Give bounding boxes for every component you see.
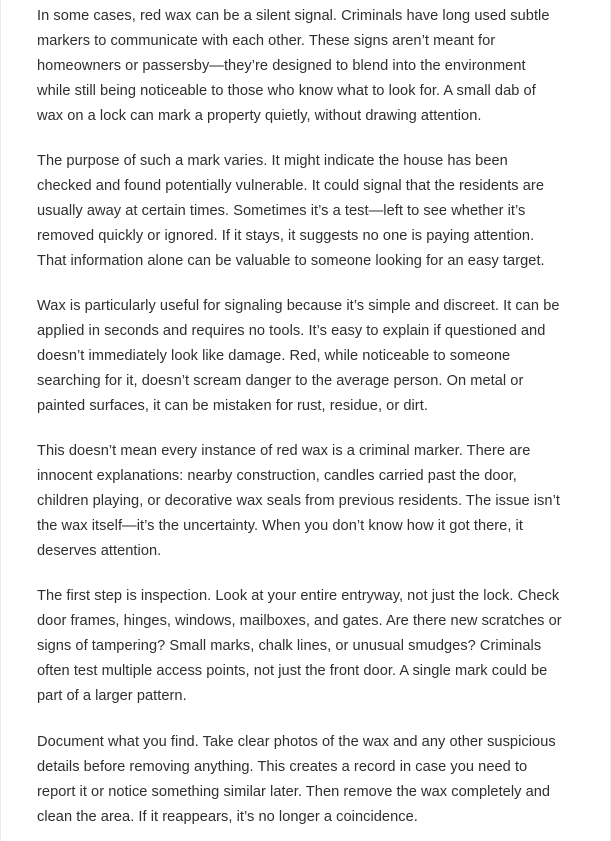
text-line: report it or notice something similar later. Then remove the wax completely and (37, 784, 551, 800)
paragraph-innocent-explanations (37, 439, 560, 564)
text-line: painted surfaces, it can be mistaken for rust, residue, or dirt. (37, 398, 428, 414)
text-line: clean the area. If it reappears, it’s no longer a coincidence. (37, 809, 418, 825)
text-line: applied in seconds and requires no tools. It’s easy to explain if questioned and (37, 323, 546, 339)
text-line: Document what you find. Take clear photos of the wax and any other suspicious (37, 734, 556, 750)
text-line: doesn’t immediately look like damage. Red, while noticeable to someone (37, 348, 511, 364)
text-line: removed quickly or ignored. If it stays, it suggests no one is paying attention. (37, 228, 535, 244)
text-line: while still being noticeable to those who know what to look for. A small dab of (37, 83, 536, 99)
text-line: the wax itself—it’s the uncertainty. When you don’t know how it got there, it (37, 518, 523, 534)
text-line: children playing, or decorative wax seals from previous residents. The issue isn’t (37, 493, 560, 509)
text-line: checked and found potentially vulnerable. It could signal that the residents are (37, 178, 544, 194)
text-line: This doesn’t mean every instance of red wax is a criminal marker. There are (37, 443, 531, 459)
text-line: The first step is inspection. Look at your entire entryway, not just the lock. Check (37, 588, 560, 604)
text-line: The purpose of such a mark varies. It might indicate the house has been (37, 153, 508, 169)
text-line: homeowners or passersby—they’re designed to blend into the environment (37, 58, 526, 74)
paragraph-red-wax-signal (37, 4, 550, 129)
paragraph-purpose-of-mark (37, 149, 545, 274)
text-line: often test multiple access points, not just the front door. A single mark could be (37, 663, 548, 679)
paragraph-why-wax (37, 294, 560, 419)
text-line: signs of tampering? Small marks, chalk lines, or unusual smudges? Criminals (37, 638, 542, 654)
text-line: That information alone can be valuable to someone looking for an easy target. (37, 253, 545, 269)
text-line: usually away at certain times. Sometimes it’s a test—left to see whether it’s (37, 203, 526, 219)
text-line: door frames, hinges, windows, mailboxes, and gates. Are there new scratches or (37, 613, 562, 629)
text-line: details before removing anything. This creates a record in case you need to (37, 759, 528, 775)
paragraph-inspection (37, 584, 562, 709)
text-line: markers to communicate with each other. These signs aren’t meant for (37, 33, 496, 49)
text-line: wax on a lock can mark a property quietly, without drawing attention. (37, 108, 482, 124)
text-line: innocent explanations: nearby construction, candles carried past the door, (37, 468, 517, 484)
text-line: searching for it, doesn’t scream danger to the average person. On metal or (37, 373, 524, 389)
paragraph-documentation (37, 730, 556, 830)
text-line: part of a larger pattern. (37, 688, 187, 704)
text-line: deserves attention. (37, 543, 162, 559)
text-line: In some cases, red wax can be a silent signal. Criminals have long used subtle (37, 8, 550, 24)
text-line: Wax is particularly useful for signaling because it’s simple and discreet. It can be (37, 298, 560, 314)
